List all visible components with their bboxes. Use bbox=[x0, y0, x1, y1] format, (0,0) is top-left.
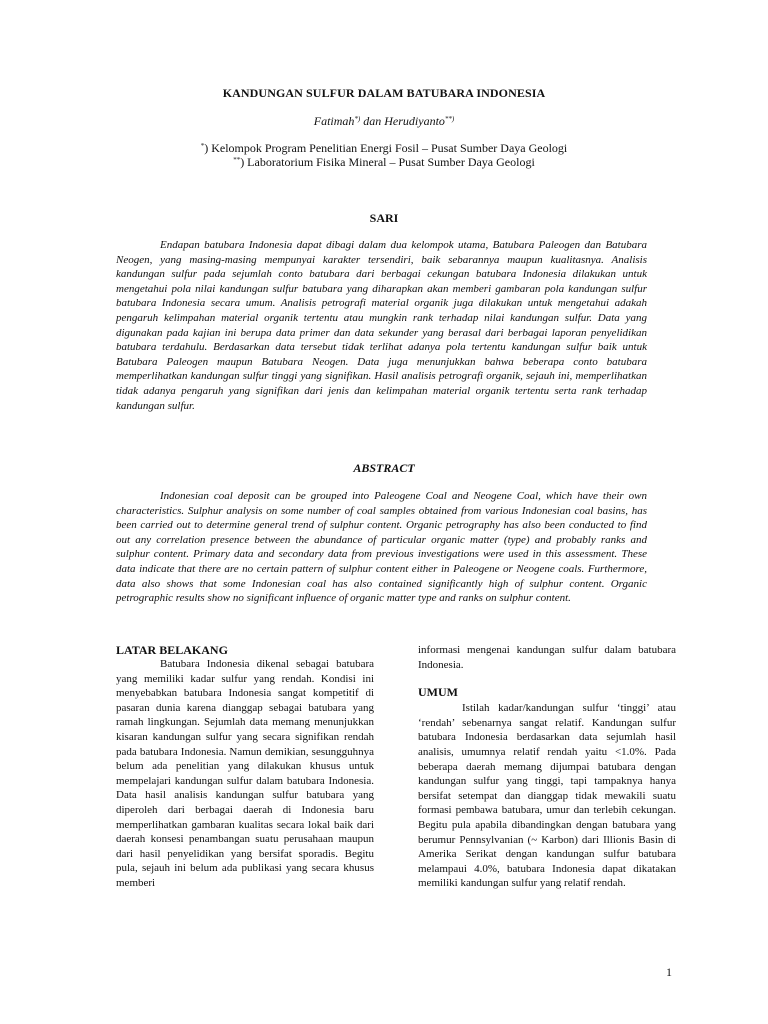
umum-paragraph: Istilah kadar/kandungan sulfur ‘tinggi’ atau ‘rendah’ sebenarnya sangat relatif. Kandungan sulfur batubara Indonesia berdasarkan data sejumlah hasil analisis, umumnya relatif rendah yaitu <1.0%. Pada beberapa daerah memang dijumpai batubara dengan kandungan sulfur yang tinggi, tapi tampaknya hanya bersifat setempat dan dianggap tidak mewakili suatu formasi pembawa batubara, umur dan terlebih cekungan. Begitu pula apabila dibandingkan dengan batubara yang berumur Pennsylvanian (~ Karbon) dari Illionis Basin di Amerika Serikat dengan kandungan sulfur batubara melampaui 4.0%, batubara Indonesia dapat dikatakan memiliki kandungan sulfur yang relatif rendah. bbox=[418, 702, 676, 890]
latar-belakang-paragraph: Batubara Indonesia dikenal sebagai batubara yang memiliki kadar sulfur yang rendah. Kondisi ini menyebabkan batubara Indonesia sangat kompetitif di pasaran dunia karena dianggap sebagai batubara yang ramah lingkungan. Sejumlah data memang menunjukkan kisaran kandungan sulfur yang secara signifikan rendah pada batubara Indonesia. Namun demikian, sesungguhnya belum ada penelitian yang dilakukan khusus untuk mempelajari kandungan sulfur dalam batubara Indonesia. Data hasil analisis kandungan sulfur batubara yang diperoleh dari berbagai daerah di Indonesia baru memperlihatkan gambaran kualitas secara lokal baik dari daerah konsesi penambangan suatu perusahaan maupun dari hasil penyelidikan yang bersifat sporadis. Begitu pula, sejauh ini belum ada publikasi yang secara khusus memberi bbox=[116, 658, 374, 889]
affiliation-1 bbox=[0, 141, 768, 156]
author-2: Herudiyanto bbox=[384, 114, 445, 128]
author-line bbox=[0, 114, 768, 129]
affiliation-2-text: ) Laboratorium Fisika Mineral – Pusat Sumber Daya Geologi bbox=[240, 155, 535, 169]
paper-title: KANDUNGAN SULFUR DALAM BATUBARA INDONESIA bbox=[222, 86, 546, 100]
abstract-heading: ABSTRACT bbox=[353, 461, 415, 475]
author-1-mark: *) bbox=[354, 115, 361, 123]
umum-heading: UMUM bbox=[418, 685, 458, 700]
page-number: 1 bbox=[666, 965, 672, 979]
author-joiner: dan bbox=[360, 114, 385, 128]
right-column bbox=[418, 643, 676, 891]
affiliation-1-text: ) Kelompok Program Penelitian Energi Fosil – Pusat Sumber Daya Geologi bbox=[204, 141, 568, 155]
sari-paragraph: Endapan batubara Indonesia dapat dibagi dalam dua kelompok utama, Batubara Paleogen dan Batubara Neogen, yang masing-masing mempunyai karakter tersendiri, baik sebarannya maupun kualitasnya. Analisis kandungan sulfur pada sejumlah conto batubara dari berbagai cekungan batubara Indonesia dilakukan untuk mengetahui pola nilai kandungan sulfur batubara yang diharapkan akan memberi gambaran pola kandungan sulfur batubara Indonesia secara umum. Analisis petrografi material organik juga dilakukan untuk mengetahui adakah pengaruh kelimpahan material organik tertentu atau mungkin rank terhadap nilai kandungan sulfur. Data yang digunakan pada kajian ini berupa data primer dan data sekunder yang berasal dari berbagai laporan penyelidikan batubara terdahulu. Berdasarkan data tersebut tidak terlihat adanya pola tertentu kandungan sulfur baik untuk Batubara Paleogen maupun Batubara Neogen. Data juga menunjukkan bahwa beberapa conto batubara memperlihatkan kandungan sulfur tinggi yang signifikan. Hasil analisis petrografi organik, sejauh ini, memperlihatkan tidak adanya pengaruh yang signifikan dari jenis dan kelimpahan material organik tertentu serta rank terhadap kandungan sulfur. bbox=[116, 239, 647, 412]
affiliation-2-mark: ** bbox=[233, 156, 241, 164]
affiliation-2 bbox=[0, 155, 768, 170]
sari-heading: SARI bbox=[369, 211, 399, 225]
author-1: Fatimah bbox=[313, 114, 355, 128]
latar-belakang-heading: LATAR BELAKANG bbox=[116, 643, 228, 657]
abstract-paragraph: Indonesian coal deposit can be grouped into Paleogene Coal and Neogene Coal, which have their own characteristics. Sulphur analysis on some number of coal samples obtained from various Indonesian coal basins, has been carried out to determine general trend of sulphur content. Organic petrography has also been conducted to find out any correlation presence between the abundance of particular organic matter (type) and probably ranks and sulphur content. Primary data and secondary data from previous investigations were used in this assessment. These data indicate that there are no certain pattern of sulphur content either in Paleogene or Neogene coals. Furthermore, data also shows that some Indonesian coal has also contained significantly high of sulphur content. Organic petrographic results show no significant influence of organic matter type and ranks on sulphur content. bbox=[116, 490, 647, 605]
left-column bbox=[116, 643, 374, 891]
author-2-mark: **) bbox=[444, 115, 455, 123]
latar-belakang-continuation: informasi mengenai kandungan sulfur dalam batubara Indonesia. bbox=[418, 644, 676, 671]
affiliation-1-mark: * bbox=[200, 142, 205, 150]
